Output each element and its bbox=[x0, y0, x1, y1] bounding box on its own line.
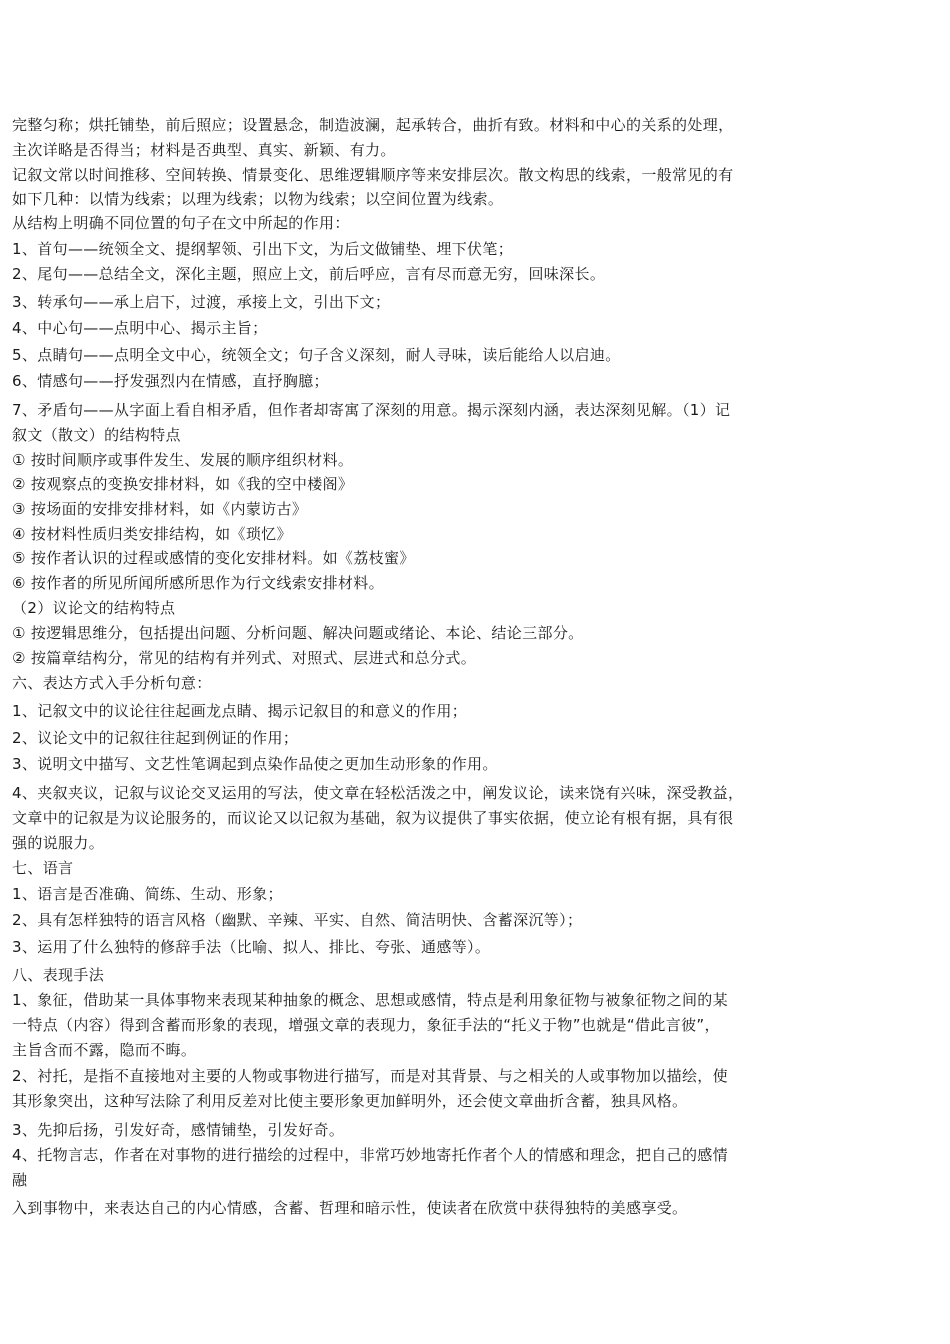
text-line: 入到事物中，来表达自己的内心情感，含蓄、哲理和暗示性，使读者在欣赏中获得独特的美感享受。 bbox=[12, 1199, 688, 1217]
text-line: 融 bbox=[12, 1171, 28, 1189]
text-line: 六、表达方式入手分析句意： bbox=[12, 674, 212, 692]
text-line: 1、语言是否准确、简练、生动、形象； bbox=[12, 885, 283, 903]
text-line: ② 按观察点的变换安排材料，如《我的空中楼阁》 bbox=[12, 475, 354, 493]
text-line: 其形象突出，这种写法除了利用反差对比使主要形象更加鲜明外，还会使文章曲折含蓄，独具风格。 bbox=[12, 1092, 688, 1110]
text-line: ① 按逻辑思维分，包括提出问题、分析问题、解决问题或绪论、本论、结论三部分。 bbox=[12, 624, 584, 642]
text-line: 2、议论文中的记叙往往起到例证的作用； bbox=[12, 729, 299, 747]
text-line: 1、象征，借助某一具体事物来表现某种抽象的概念、思想或感情，特点是利用象征物与被象征物之间的某 bbox=[12, 991, 728, 1009]
text-line: 1、记叙文中的议论往往起画龙点睛、揭示记叙目的和意义的作用； bbox=[12, 702, 468, 720]
text-line: 7、矛盾句——从字面上看自相矛盾，但作者却寄寓了深刻的用意。揭示深刻内涵，表达深刻见解。（1）记 bbox=[12, 401, 731, 419]
text-line: 强的说服力。 bbox=[12, 834, 105, 852]
text-line: 4、中心句——点明中心、揭示主旨； bbox=[12, 319, 268, 337]
text-line: 主旨含而不露，隐而不晦。 bbox=[12, 1041, 197, 1059]
text-line: ④ 按材料性质归类安排结构，如《琐忆》 bbox=[12, 525, 292, 543]
text-line: 3、先抑后扬，引发好奇，感情铺垫，引发好奇。 bbox=[12, 1121, 345, 1139]
text-line: 3、说明文中描写、文艺性笔调起到点染作品使之更加生动形象的作用。 bbox=[12, 755, 498, 773]
text-line: ⑥ 按作者的所见所闻所感所思作为行文线索安排材料。 bbox=[12, 574, 384, 592]
text-line: （2）议论文的结构特点 bbox=[12, 599, 176, 617]
text-line: 主次详略是否得当；材料是否典型、真实、新颖、有力。 bbox=[12, 141, 396, 159]
text-line: 2、衬托，是指不直接地对主要的人物或事物进行描写，而是对其背景、与之相关的人或事物加以描绘，使 bbox=[12, 1067, 728, 1085]
text-line: 八、表现手法 bbox=[12, 966, 105, 984]
text-line: 3、转承句——承上启下，过渡，承接上文，引出下文； bbox=[12, 293, 391, 311]
text-line: ① 按时间顺序或事件发生、发展的顺序组织材料。 bbox=[12, 451, 354, 469]
text-line: 4、托物言志，作者在对事物的进行描绘的过程中，非常巧妙地寄托作者个人的情感和理念，把自己的感情 bbox=[12, 1146, 728, 1164]
text-line: 3、运用了什么独特的修辞手法（比喻、拟人、排比、夸张、通感等）。 bbox=[12, 938, 491, 956]
text-line: ⑤ 按作者认识的过程或感情的变化安排材料。如《荔枝蜜》 bbox=[12, 549, 415, 567]
text-line: 2、具有怎样独特的语言风格（幽默、辛辣、平实、自然、简洁明快、含蓄深沉等）； bbox=[12, 911, 583, 929]
text-line: 1、首句——统领全文、提纲挈领、引出下文，为后文做铺垫、埋下伏笔； bbox=[12, 240, 514, 258]
text-line: 2、尾句——总结全文，深化主题，照应上文，前后呼应，言有尽而意无穷，回味深长。 bbox=[12, 265, 606, 283]
text-line: ② 按篇章结构分，常见的结构有并列式、对照式、层进式和总分式。 bbox=[12, 649, 477, 667]
text-line: 6、情感句——抒发强烈内在情感，直抒胸臆； bbox=[12, 372, 329, 390]
text-line: 从结构上明确不同位置的句子在文中所起的作用： bbox=[12, 214, 350, 232]
text-line: 如下几种：以情为线索；以理为线索；以物为线索；以空间位置为线索。 bbox=[12, 190, 504, 208]
text-line: 文章中的记叙是为议论服务的，而议论又以记叙为基础，叙为议提供了事实依据，使立论有根有据，具有很 bbox=[12, 809, 734, 827]
text-line: 4、夹叙夹议，记叙与议论交叉运用的写法，使文章在轻松活泼之中，阐发议论，读来饶有兴味，深受教益， bbox=[12, 784, 744, 802]
text-line: 完整匀称；烘托铺垫，前后照应；设置悬念，制造波澜，起承转合，曲折有致。材料和中心的关系的处理， bbox=[12, 116, 734, 134]
text-line: 一特点（内容）得到含蓄而形象的表现，增强文章的表现力，象征手法的“托义于物”也就是“借此言彼”， bbox=[12, 1016, 720, 1034]
text-line: 记叙文常以时间推移、空间转换、情景变化、思维逻辑顺序等来安排层次。散文构思的线索，一般常见的有 bbox=[12, 166, 734, 184]
text-line: ③ 按场面的安排安排材料，如《内蒙访古》 bbox=[12, 500, 308, 518]
text-line: 七、语言 bbox=[12, 859, 74, 877]
text-line: 叙文（散文）的结构特点 bbox=[12, 426, 181, 444]
text-line: 5、点睛句——点明全文中心，统领全文；句子含义深刻，耐人寻味，读后能给人以启迪。 bbox=[12, 346, 621, 364]
